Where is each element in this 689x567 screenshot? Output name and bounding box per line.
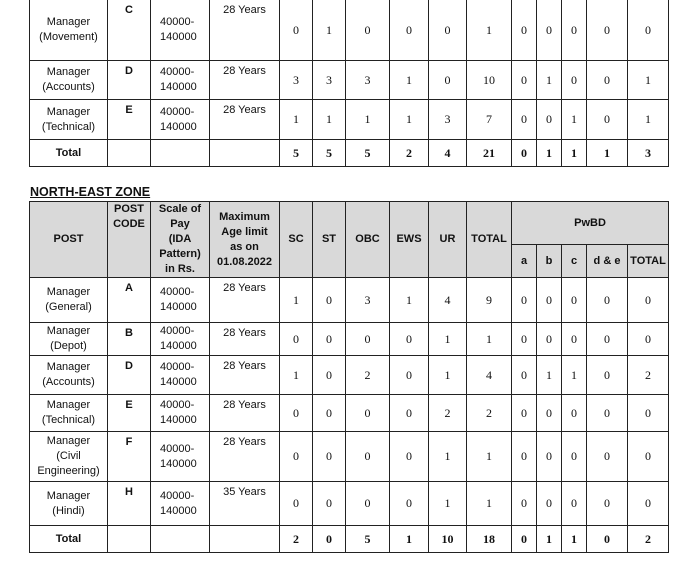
total-value-cell: 0 (512, 140, 537, 167)
cell-line: 140000 (160, 31, 197, 43)
cell-line: (Accounts) (42, 81, 95, 93)
value-cell: 1 (280, 100, 313, 140)
header-ews: EWS (390, 202, 429, 278)
value-cell: 0 (346, 0, 390, 61)
total-value-cell: 1 (537, 526, 562, 553)
value-cell: 3 (313, 61, 346, 100)
cell-line: 40000- (160, 286, 195, 298)
header-pwbd-c: c (562, 245, 587, 278)
value-cell: 1 (280, 356, 313, 395)
value-cell: 0 (313, 395, 346, 432)
value-cell: 0 (512, 482, 537, 526)
value-cell: 0 (280, 395, 313, 432)
age-limit-cell: 28 Years (210, 278, 280, 323)
age-limit-cell: 28 Years (210, 61, 280, 100)
cell-line: Manager (46, 325, 91, 337)
value-cell: 0 (587, 323, 628, 356)
header-total: TOTAL (467, 202, 512, 278)
scale-cell (151, 100, 210, 140)
cell-line: 40000- (160, 16, 195, 28)
total-value-cell: 5 (313, 140, 346, 167)
post-code-cell: B (108, 323, 151, 356)
total-value-cell: 1 (537, 140, 562, 167)
empty-cell (151, 526, 210, 553)
cell-line: 140000 (160, 457, 197, 470)
post-code-cell: A (108, 278, 151, 323)
value-cell: 0 (512, 395, 537, 432)
value-cell: 0 (587, 432, 628, 482)
value-cell: 1 (628, 100, 669, 140)
value-cell: 0 (562, 323, 587, 356)
value-cell: 0 (346, 482, 390, 526)
value-cell: 7 (467, 100, 512, 140)
value-cell: 3 (346, 278, 390, 323)
cell-line: (Accounts) (42, 376, 95, 388)
value-cell: 0 (537, 0, 562, 61)
cell-line: (Hindi) (52, 504, 85, 517)
value-cell: 0 (587, 356, 628, 395)
total-value-cell: 2 (280, 526, 313, 553)
value-cell: 0 (390, 356, 429, 395)
total-value-cell: 0 (587, 526, 628, 553)
value-cell: 0 (390, 395, 429, 432)
value-cell: 0 (512, 0, 537, 61)
total-value-cell: 5 (280, 140, 313, 167)
value-cell: 2 (467, 395, 512, 432)
value-cell: 2 (429, 395, 467, 432)
post-cell (30, 356, 108, 395)
value-cell: 0 (537, 323, 562, 356)
header-post: POST (30, 202, 108, 278)
value-cell: 3 (346, 61, 390, 100)
header-post-code: POST CODE (108, 202, 151, 278)
header-max-age: Maximum Age limit as on 01.08.2022 (210, 202, 280, 278)
value-cell: 0 (562, 432, 587, 482)
scale-cell (151, 323, 210, 356)
top-vacancy-table (29, 0, 669, 167)
age-limit-cell: 28 Years (210, 432, 280, 482)
value-cell: 1 (313, 100, 346, 140)
cell-line: 40000- (160, 325, 195, 337)
value-cell: 1 (467, 323, 512, 356)
value-cell: 0 (628, 482, 669, 526)
post-cell (30, 395, 108, 432)
scale-cell (151, 432, 210, 482)
cell-line: 140000 (160, 301, 197, 313)
value-cell: 1 (429, 432, 467, 482)
table-row (30, 0, 669, 61)
total-value-cell: 18 (467, 526, 512, 553)
value-cell: 1 (628, 61, 669, 100)
cell-line: 40000- (160, 489, 195, 502)
post-cell (30, 323, 108, 356)
total-label: Total (30, 526, 108, 553)
cell-line: Manager (46, 399, 91, 411)
value-cell: 1 (280, 278, 313, 323)
value-cell: 1 (346, 100, 390, 140)
value-cell: 3 (429, 100, 467, 140)
post-cell (30, 432, 108, 482)
value-cell: 0 (313, 432, 346, 482)
age-limit-cell: 28 Years (210, 100, 280, 140)
age-limit-cell: 28 Years (210, 395, 280, 432)
value-cell: 0 (313, 323, 346, 356)
value-cell: 0 (537, 432, 562, 482)
header-sc: SC (280, 202, 313, 278)
value-cell: 0 (562, 61, 587, 100)
cell-line: 40000- (160, 399, 195, 411)
post-code-cell: F (108, 432, 151, 482)
value-cell: 0 (562, 278, 587, 323)
cell-line: Manager (46, 105, 91, 118)
cell-line: 140000 (160, 504, 197, 517)
total-value-cell: 3 (628, 140, 669, 167)
cell-line: Manager (46, 66, 91, 78)
total-value-cell: 0 (313, 526, 346, 553)
table-row (30, 432, 669, 482)
value-cell: 1 (429, 323, 467, 356)
age-limit-cell: 28 Years (210, 323, 280, 356)
value-cell: 0 (390, 323, 429, 356)
value-cell: 1 (562, 356, 587, 395)
post-code-cell: E (108, 395, 151, 432)
empty-cell (210, 140, 280, 167)
cell-line: 40000- (160, 105, 195, 118)
total-value-cell: 2 (390, 140, 429, 167)
total-value-cell: 10 (429, 526, 467, 553)
total-value-cell: 5 (346, 140, 390, 167)
header-pwbd-total: TOTAL (628, 245, 669, 278)
empty-cell (151, 140, 210, 167)
cell-line: Manager (46, 435, 91, 447)
total-value-cell: 0 (512, 526, 537, 553)
cell-line: 40000- (160, 361, 195, 373)
total-value-cell: 2 (628, 526, 669, 553)
north-east-zone-table (29, 201, 669, 553)
value-cell: 4 (429, 278, 467, 323)
table-row (30, 61, 669, 100)
table-row (30, 323, 669, 356)
value-cell: 1 (562, 100, 587, 140)
value-cell: 0 (537, 100, 562, 140)
header-pwbd-a: a (512, 245, 537, 278)
post-code-cell: C (108, 0, 151, 61)
value-cell: 0 (587, 395, 628, 432)
value-cell: 0 (537, 482, 562, 526)
value-cell: 0 (390, 432, 429, 482)
total-value-cell: 1 (390, 526, 429, 553)
value-cell: 1 (313, 0, 346, 61)
cell-line: (Technical) (41, 120, 96, 133)
value-cell: 0 (628, 278, 669, 323)
value-cell: 2 (346, 356, 390, 395)
cell-line: Manager (46, 16, 91, 28)
total-row (30, 526, 669, 553)
value-cell: 0 (562, 482, 587, 526)
post-cell (30, 278, 108, 323)
value-cell: 0 (429, 61, 467, 100)
cell-line: Manager (46, 489, 91, 502)
scale-cell (151, 395, 210, 432)
cell-line: Manager (46, 361, 91, 373)
scale-cell (151, 482, 210, 526)
value-cell: 0 (280, 482, 313, 526)
header-ur: UR (429, 202, 467, 278)
value-cell: 1 (390, 100, 429, 140)
value-cell: 0 (562, 0, 587, 61)
value-cell: 0 (313, 356, 346, 395)
cell-line: (Movement) (39, 31, 98, 43)
cell-line: (General) (45, 301, 92, 313)
value-cell: 0 (628, 432, 669, 482)
empty-cell (108, 140, 151, 167)
value-cell: 0 (537, 278, 562, 323)
value-cell: 0 (280, 432, 313, 482)
value-cell: 0 (512, 432, 537, 482)
cell-line: (Civil (56, 450, 81, 462)
total-value-cell: 4 (429, 140, 467, 167)
cell-line: Engineering) (37, 465, 100, 477)
total-label: Total (30, 140, 108, 167)
value-cell: 1 (467, 432, 512, 482)
post-cell (30, 61, 108, 100)
value-cell: 0 (537, 395, 562, 432)
value-cell: 0 (587, 278, 628, 323)
total-row (30, 140, 669, 167)
post-code-cell: E (108, 100, 151, 140)
value-cell: 0 (390, 482, 429, 526)
value-cell: 0 (512, 100, 537, 140)
value-cell: 10 (467, 61, 512, 100)
total-value-cell: 5 (346, 526, 390, 553)
cell-line: 140000 (160, 340, 197, 352)
header-pwbd: PwBD (512, 202, 669, 245)
header-pwbd-de: d & e (587, 245, 628, 278)
table-row (30, 278, 669, 323)
value-cell: 0 (313, 278, 346, 323)
value-cell: 0 (512, 356, 537, 395)
header-scale: Scale of Pay (IDA Pattern) in Rs. (151, 202, 210, 278)
scale-cell (151, 0, 210, 61)
value-cell: 1 (537, 61, 562, 100)
cell-line: 140000 (160, 376, 197, 388)
value-cell: 0 (587, 61, 628, 100)
value-cell: 4 (467, 356, 512, 395)
value-cell: 0 (587, 482, 628, 526)
value-cell: 0 (587, 100, 628, 140)
table-row (30, 356, 669, 395)
value-cell: 0 (390, 0, 429, 61)
value-cell: 0 (280, 0, 313, 61)
post-code-cell: D (108, 356, 151, 395)
value-cell: 1 (467, 0, 512, 61)
header-pwbd-b: b (537, 245, 562, 278)
value-cell: 3 (280, 61, 313, 100)
header-obc: OBC (346, 202, 390, 278)
total-value-cell: 21 (467, 140, 512, 167)
value-cell: 0 (628, 395, 669, 432)
age-limit-cell: 28 Years (210, 356, 280, 395)
table-row (30, 100, 669, 140)
value-cell: 1 (537, 356, 562, 395)
age-limit-cell: 35 Years (210, 482, 280, 526)
scale-cell (151, 278, 210, 323)
post-cell (30, 100, 108, 140)
value-cell: 0 (512, 278, 537, 323)
value-cell: 0 (313, 482, 346, 526)
value-cell: 1 (390, 61, 429, 100)
value-cell: 0 (628, 323, 669, 356)
cell-line: 40000- (160, 442, 195, 455)
value-cell: 0 (346, 395, 390, 432)
value-cell: 1 (429, 356, 467, 395)
cell-line: (Technical) (41, 414, 96, 426)
total-value-cell: 1 (587, 140, 628, 167)
value-cell: 0 (280, 323, 313, 356)
post-cell (30, 0, 108, 61)
scale-cell (151, 356, 210, 395)
value-cell: 1 (467, 482, 512, 526)
value-cell: 0 (346, 323, 390, 356)
empty-cell (210, 526, 280, 553)
header-st: ST (313, 202, 346, 278)
post-cell (30, 482, 108, 526)
value-cell: 0 (512, 323, 537, 356)
cell-line: 40000- (160, 66, 195, 78)
value-cell: 2 (628, 356, 669, 395)
value-cell: 0 (587, 0, 628, 61)
value-cell: 0 (562, 395, 587, 432)
value-cell: 9 (467, 278, 512, 323)
empty-cell (108, 526, 151, 553)
post-code-cell: D (108, 61, 151, 100)
age-limit-cell: 28 Years (210, 0, 280, 61)
value-cell: 1 (429, 482, 467, 526)
value-cell: 0 (512, 61, 537, 100)
value-cell: 1 (390, 278, 429, 323)
cell-line: 140000 (160, 81, 197, 93)
table-row (30, 395, 669, 432)
cell-line: (Depot) (50, 340, 87, 352)
post-code-cell: H (108, 482, 151, 526)
value-cell: 0 (628, 0, 669, 61)
total-value-cell: 1 (562, 140, 587, 167)
table-row (30, 482, 669, 526)
zone-title: NORTH-EAST ZONE (30, 185, 151, 199)
value-cell: 0 (346, 432, 390, 482)
total-value-cell: 1 (562, 526, 587, 553)
scale-cell (151, 61, 210, 100)
value-cell: 0 (429, 0, 467, 61)
cell-line: 140000 (160, 414, 197, 426)
cell-line: Manager (46, 286, 91, 298)
cell-line: 140000 (160, 120, 197, 133)
